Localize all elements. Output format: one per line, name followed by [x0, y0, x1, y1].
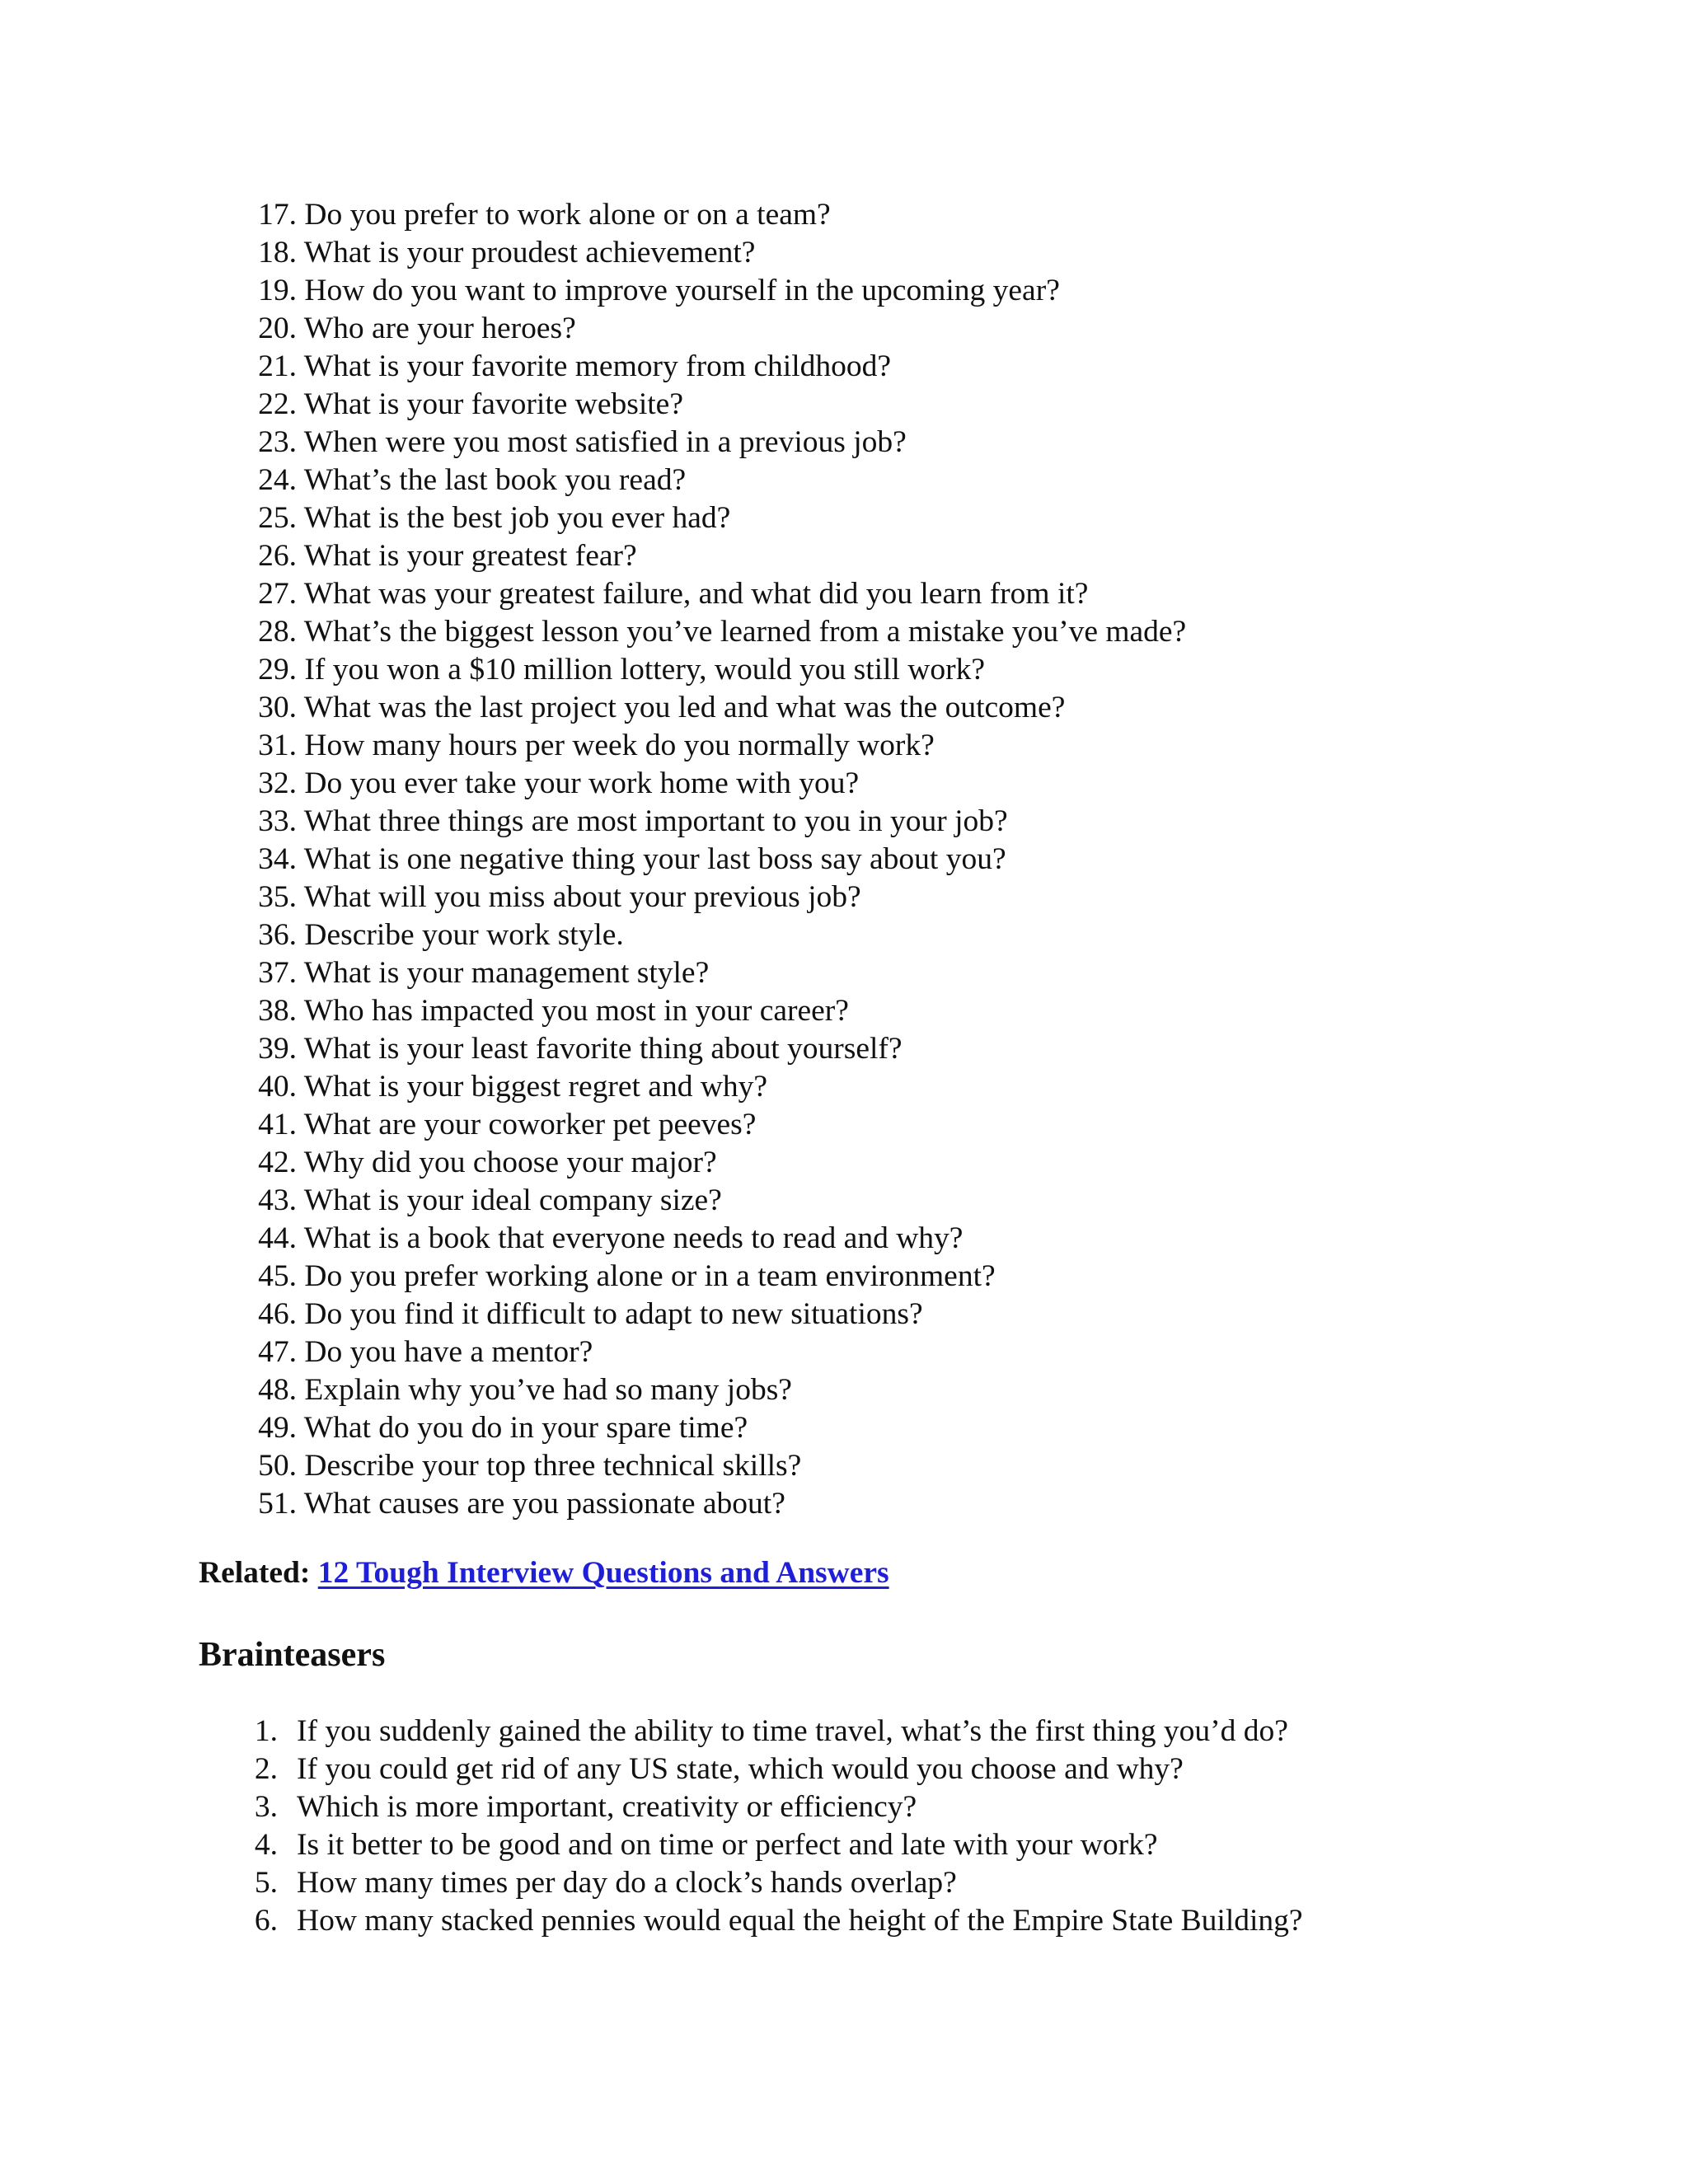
item-text: How do you want to improve yourself in the upcoming year? [304, 274, 1060, 307]
item-text: What is the best job you ever had? [303, 501, 731, 535]
related-label: Related: [199, 1556, 311, 1590]
item-number: 6. [254, 1904, 278, 1938]
item-number: 31. [258, 729, 297, 762]
item-text: What three things are most important to you in your job? [303, 804, 1008, 838]
item-number: 35. [258, 880, 297, 914]
list-item [198, 424, 1186, 462]
list-item [198, 499, 1186, 537]
item-number: 49. [258, 1411, 297, 1445]
item-text: Is it better to be good and on time or perfect and late with your work? [297, 1828, 1158, 1862]
item-number: 43. [258, 1183, 297, 1217]
item-text: Do you prefer to work alone or on a team? [304, 198, 831, 232]
item-number: 32. [258, 766, 297, 800]
list-item [198, 1826, 1303, 1864]
item-text: What is your greatest fear? [303, 539, 637, 573]
item-number: 30. [258, 691, 297, 724]
list-item [198, 1788, 1303, 1826]
list-item [198, 1902, 1303, 1940]
brainteasers-list [198, 1713, 1303, 1940]
interview-questions-list [198, 196, 1186, 1523]
item-text: How many hours per week do you normally work? [304, 729, 935, 762]
item-number: 41. [258, 1108, 297, 1141]
list-item [198, 1258, 1186, 1296]
section-heading-brainteasers: Brainteasers [199, 1636, 386, 1674]
item-number: 46. [258, 1297, 297, 1331]
item-number: 18. [258, 236, 297, 269]
item-text: What do you do in your spare time? [303, 1411, 748, 1445]
item-text: How many times per day do a clock’s hands overlap? [297, 1866, 957, 1900]
related-link-line [199, 1554, 889, 1592]
item-text: When were you most satisfied in a previous job? [303, 425, 907, 459]
item-text: What is your management style? [303, 956, 710, 990]
item-text: What is your favorite website? [303, 387, 683, 421]
list-item [198, 954, 1186, 992]
item-number: 19. [258, 274, 297, 307]
item-text: If you won a $10 million lottery, would you still work? [304, 653, 985, 687]
list-item [198, 613, 1186, 651]
item-text: How many stacked pennies would equal the height of the Empire State Building? [297, 1904, 1303, 1938]
item-text: What’s the biggest lesson you’ve learned from a mistake you’ve made? [303, 615, 1187, 649]
item-number: 5. [254, 1866, 278, 1900]
item-text: Do you find it difficult to adapt to new situations? [304, 1297, 923, 1331]
list-item [198, 1333, 1186, 1371]
list-item [198, 765, 1186, 803]
item-number: 1. [254, 1714, 278, 1748]
item-text: What was your greatest failure, and what did you learn from it? [303, 577, 1089, 611]
item-text: If you suddenly gained the ability to time travel, what’s the first thing you’d do? [297, 1714, 1288, 1748]
list-item [198, 841, 1186, 879]
list-item [198, 1296, 1186, 1333]
item-number: 23. [258, 425, 297, 459]
item-text: Do you prefer working alone or in a team environment? [304, 1259, 996, 1293]
list-item [198, 879, 1186, 916]
item-number: 4. [254, 1828, 278, 1862]
list-item [198, 651, 1186, 689]
item-number: 48. [258, 1373, 297, 1407]
item-text: What is your ideal company size? [303, 1183, 722, 1217]
item-text: Explain why you’ve had so many jobs? [304, 1373, 792, 1407]
list-item [198, 537, 1186, 575]
item-number: 29. [258, 653, 297, 687]
item-number: 39. [258, 1032, 297, 1066]
item-text: What causes are you passionate about? [303, 1487, 785, 1521]
item-text: What will you miss about your previous job? [303, 880, 861, 914]
list-item [198, 386, 1186, 424]
item-text: Who are your heroes? [303, 312, 576, 345]
item-text: What are your coworker pet peeves? [303, 1108, 757, 1141]
list-item [198, 1220, 1186, 1258]
item-number: 45. [258, 1259, 297, 1293]
item-text: Who has impacted you most in your career? [303, 994, 849, 1028]
item-text: What is your proudest achievement? [303, 236, 756, 269]
item-number: 34. [258, 842, 297, 876]
item-text: Do you have a mentor? [304, 1335, 593, 1369]
list-item [198, 234, 1186, 272]
item-text: What is your least favorite thing about yourself? [303, 1032, 903, 1066]
item-text: What is a book that everyone needs to read and why? [303, 1221, 964, 1255]
list-item [198, 575, 1186, 613]
list-item [198, 1447, 1186, 1485]
item-number: 36. [258, 918, 297, 952]
list-item [198, 1030, 1186, 1068]
item-number: 44. [258, 1221, 297, 1255]
item-number: 42. [258, 1146, 297, 1179]
list-item [198, 992, 1186, 1030]
item-number: 27. [258, 577, 297, 611]
list-item [198, 1409, 1186, 1447]
item-number: 50. [258, 1449, 297, 1483]
item-number: 17. [258, 198, 297, 232]
item-number: 2. [254, 1752, 278, 1786]
item-text: What was the last project you led and what was the outcome? [303, 691, 1066, 724]
item-text: What is your favorite memory from childhood? [303, 349, 892, 383]
item-text: Which is more important, creativity or efficiency? [297, 1790, 917, 1824]
item-number: 22. [258, 387, 297, 421]
item-number: 37. [258, 956, 297, 990]
item-number: 24. [258, 463, 297, 497]
list-item [198, 916, 1186, 954]
item-text: What is your biggest regret and why? [303, 1070, 768, 1104]
related-article-link[interactable]: 12 Tough Interview Questions and Answers [317, 1556, 889, 1590]
item-number: 40. [258, 1070, 297, 1104]
item-text: Describe your top three technical skills? [304, 1449, 802, 1483]
list-item [198, 196, 1186, 234]
item-number: 3. [254, 1790, 278, 1824]
list-item [198, 348, 1186, 386]
item-text: What’s the last book you read? [303, 463, 687, 497]
item-number: 21. [258, 349, 297, 383]
item-text: Why did you choose your major? [303, 1146, 717, 1179]
list-item [198, 310, 1186, 348]
item-number: 25. [258, 501, 297, 535]
item-number: 38. [258, 994, 297, 1028]
list-item [198, 1068, 1186, 1106]
item-text: Describe your work style. [304, 918, 624, 952]
item-number: 47. [258, 1335, 297, 1369]
item-text: Do you ever take your work home with you? [304, 766, 860, 800]
item-text: What is one negative thing your last boss say about you? [303, 842, 1006, 876]
item-number: 33. [258, 804, 297, 838]
list-item [198, 462, 1186, 499]
list-item [198, 1864, 1303, 1902]
list-item [198, 1485, 1186, 1523]
list-item [198, 1750, 1303, 1788]
item-number: 51. [258, 1487, 297, 1521]
list-item [198, 727, 1186, 765]
list-item [198, 1106, 1186, 1144]
list-item [198, 689, 1186, 727]
list-item [198, 803, 1186, 841]
list-item [198, 272, 1186, 310]
list-item [198, 1144, 1186, 1182]
list-item [198, 1713, 1303, 1750]
item-number: 20. [258, 312, 297, 345]
list-item [198, 1182, 1186, 1220]
item-text: If you could get rid of any US state, which would you choose and why? [297, 1752, 1184, 1786]
item-number: 26. [258, 539, 297, 573]
item-number: 28. [258, 615, 297, 649]
list-item [198, 1371, 1186, 1409]
